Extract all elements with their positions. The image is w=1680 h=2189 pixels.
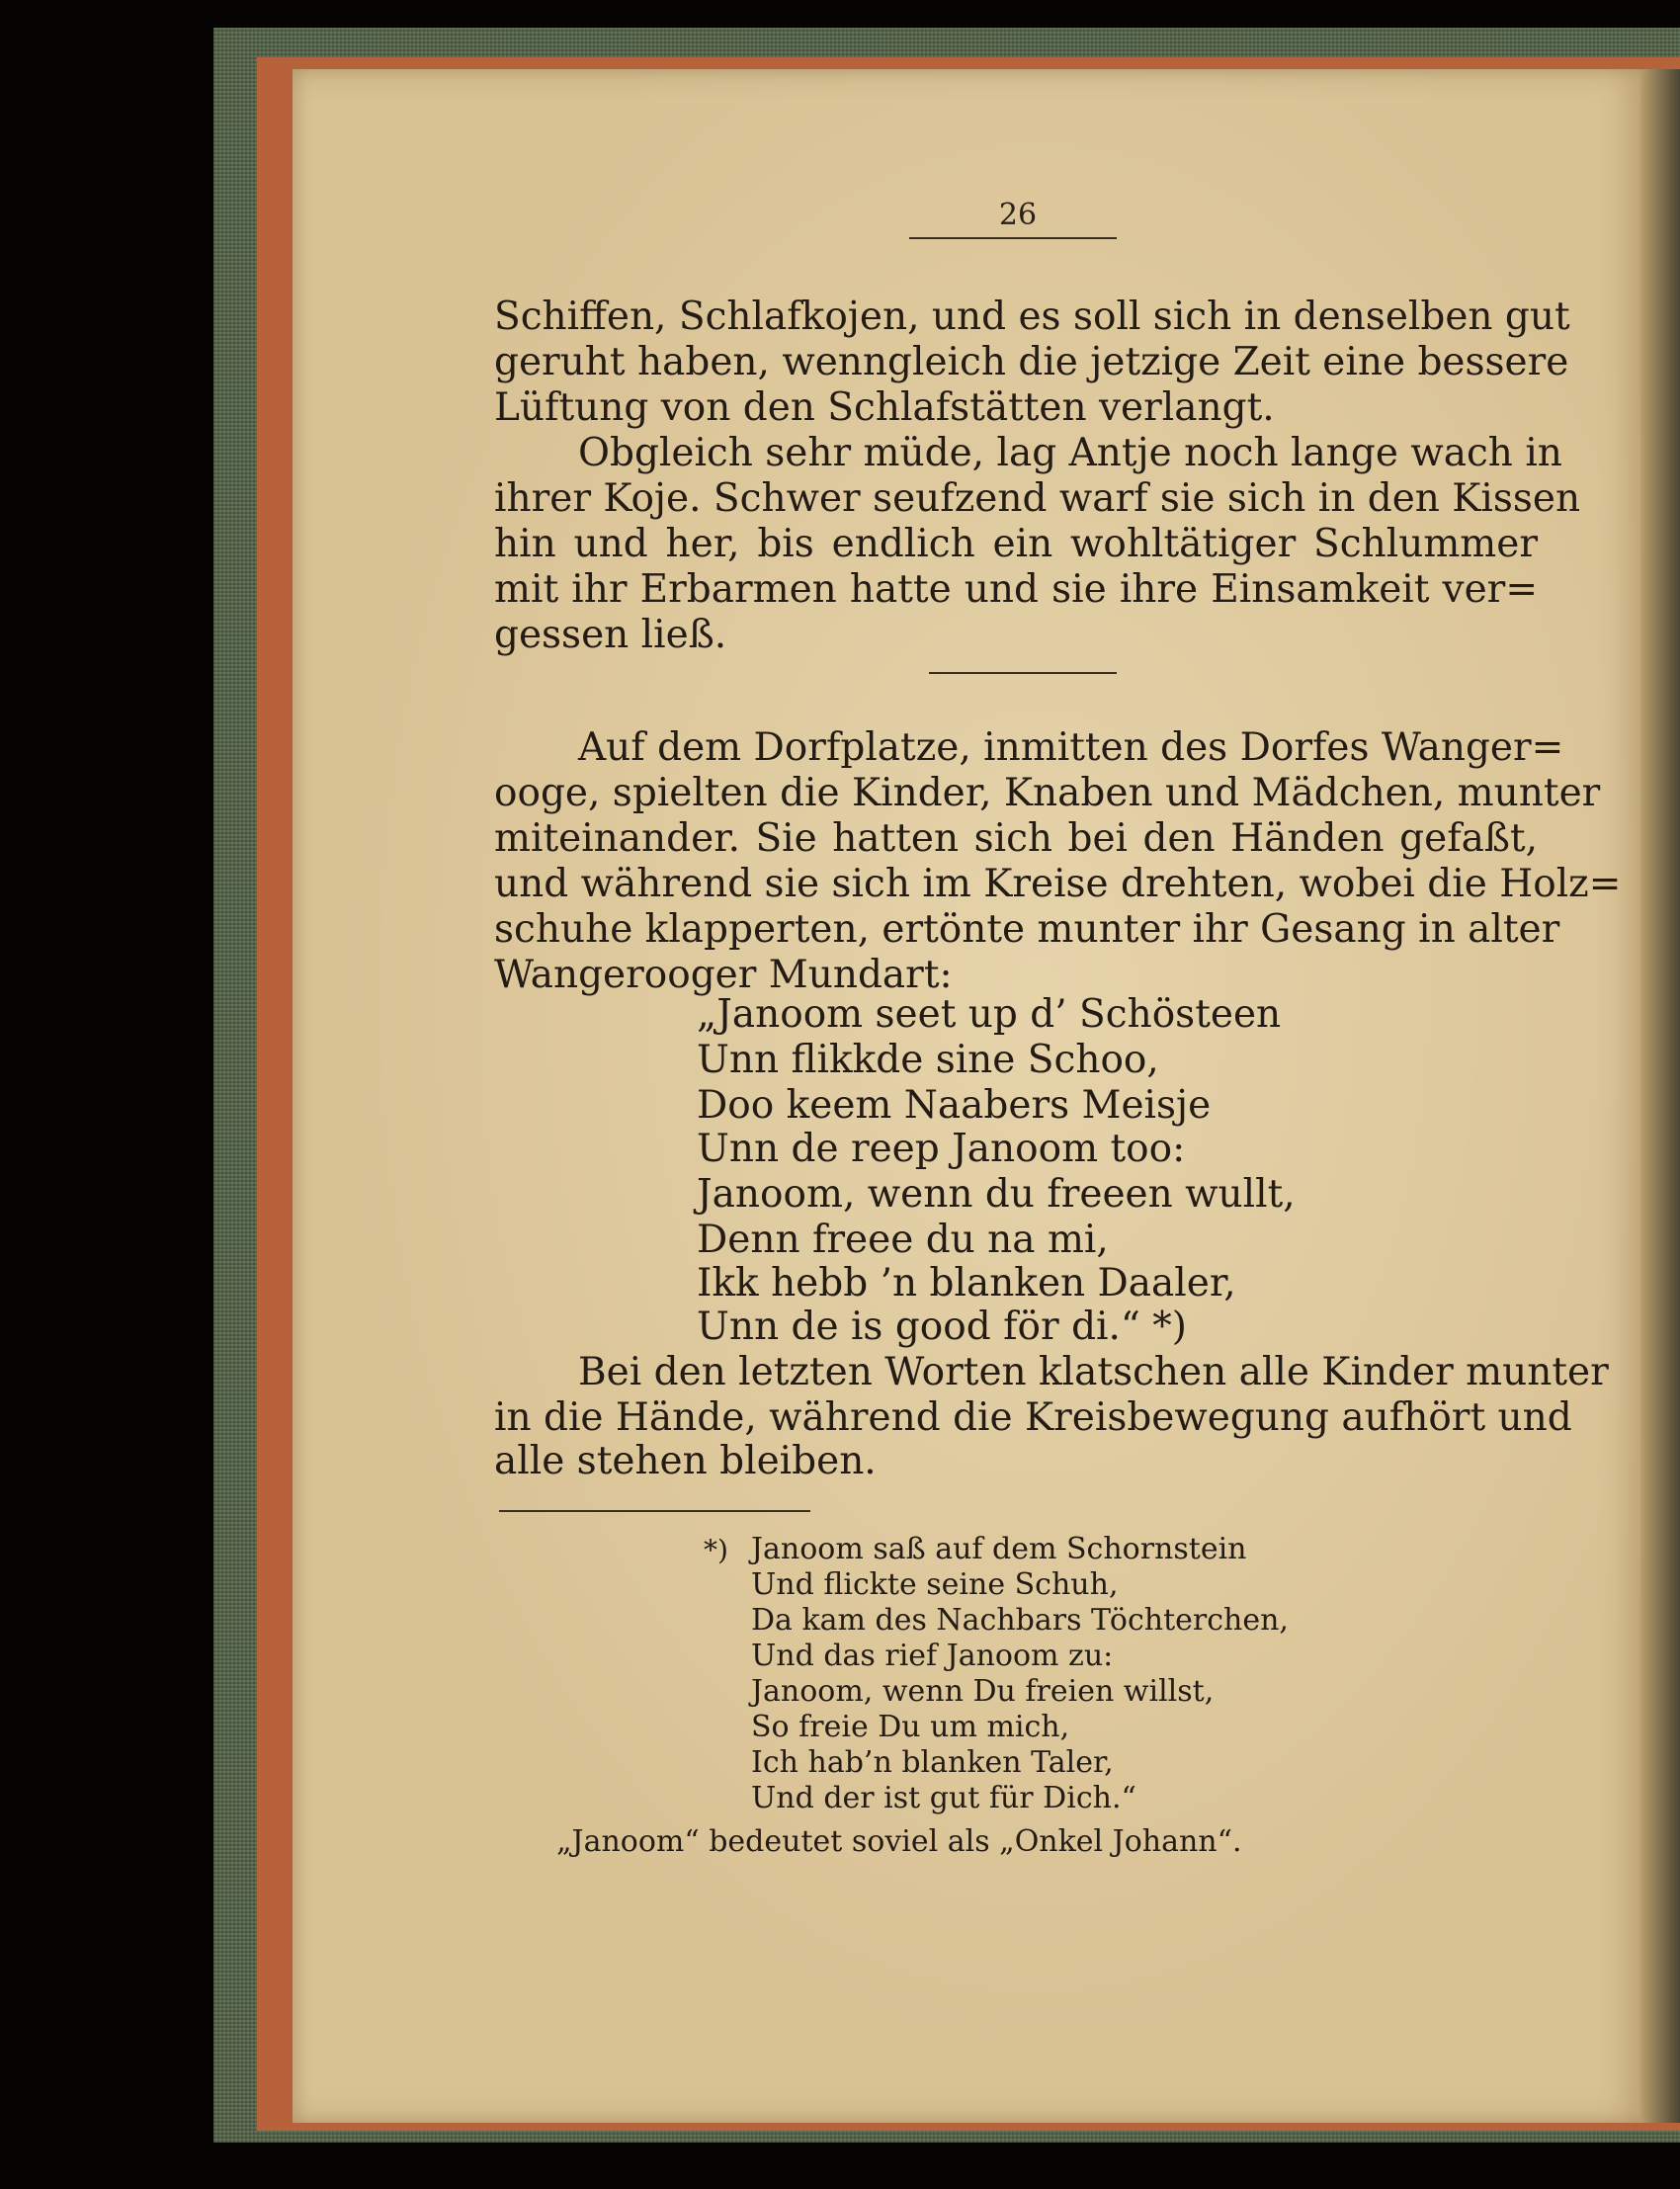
text-line: Schiffen, Schlafkojen, und es soll sich in denselben gut [494,295,1570,339]
text-line: Wangerooger Mundart: [494,953,953,997]
header-rule [909,237,1117,239]
verse-line: Unn de reep Janoom too: [697,1127,1186,1171]
footnote-rule [499,1510,810,1512]
text-line: in die Hände, während die Kreisbewegung aufhört und [494,1395,1572,1440]
footnote-line: Janoom, wenn Du freien willst, [751,1674,1215,1709]
verse-line: Doo keem Naabers Meisje [697,1083,1212,1128]
text-line: Lüftung von den Schlafstätten verlangt. [494,385,1275,430]
text-line: mit ihr Erbarmen hatte und sie ihre Einsamkeit ver= [494,567,1538,612]
text-line: ihrer Koje. Schwer seufzend warf sie sich in den Kissen [494,476,1581,521]
text-line: und während sie sich im Kreise drehten, wobei die Holz= [494,862,1622,906]
footnote-line: Und der ist gut für Dich.“ [751,1781,1136,1815]
section-divider [929,672,1117,674]
footnote-line: Und flickte seine Schuh, [751,1567,1119,1602]
footnote-line: Janoom saß auf dem Schornstein [751,1532,1247,1566]
verse-line: Unn de is good för di.“ *) [697,1305,1187,1349]
book-gutter [1640,69,1680,2123]
verse-line: Ikk hebb ’n blanken Daaler, [697,1261,1236,1305]
verse-line: „Janoom seet up d’ Schösteen [697,992,1282,1037]
text-line: gessen ließ. [494,613,727,657]
page-number: 26 [998,198,1038,232]
verse-line: Janoom, wenn du freeen wullt, [697,1172,1296,1217]
footnote-note: „Janoom“ bedeutet soviel als „Onkel Johann“. [556,1824,1242,1859]
text-line: hin und her, bis endlich ein wohltätiger Schlummer [494,522,1538,566]
footnote-marker: *) [704,1534,728,1566]
text-line: alle stehen bleiben. [494,1439,877,1483]
verse-line: Denn freee du na mi, [697,1218,1109,1262]
text-line: ooge, spielten die Kinder, Knaben und Mädchen, munter [494,771,1601,815]
text-line: miteinander. Sie hatten sich bei den Händen gefaßt, [494,816,1538,861]
footnote-line: Und das rief Janoom zu: [751,1639,1114,1673]
text-line: schuhe klapperten, ertönte munter ihr Gesang in alter [494,907,1560,952]
footnote-line: Da kam des Nachbars Töchterchen, [751,1603,1289,1638]
text-line: Auf dem Dorfplatze, inmitten des Dorfes Wanger= [578,725,1564,770]
verse-line: Unn flikkde sine Schoo, [697,1038,1159,1082]
text-line: Bei den letzten Worten klatschen alle Kinder munter [578,1350,1609,1394]
text-line: geruht haben, wenngleich die jetzige Zeit eine bessere [494,340,1569,384]
footnote-line: Ich hab’n blanken Taler, [751,1745,1114,1780]
footnote-line: So freie Du um mich, [751,1710,1070,1744]
text-line: Obgleich sehr müde, lag Antje noch lange wach in [578,431,1562,475]
